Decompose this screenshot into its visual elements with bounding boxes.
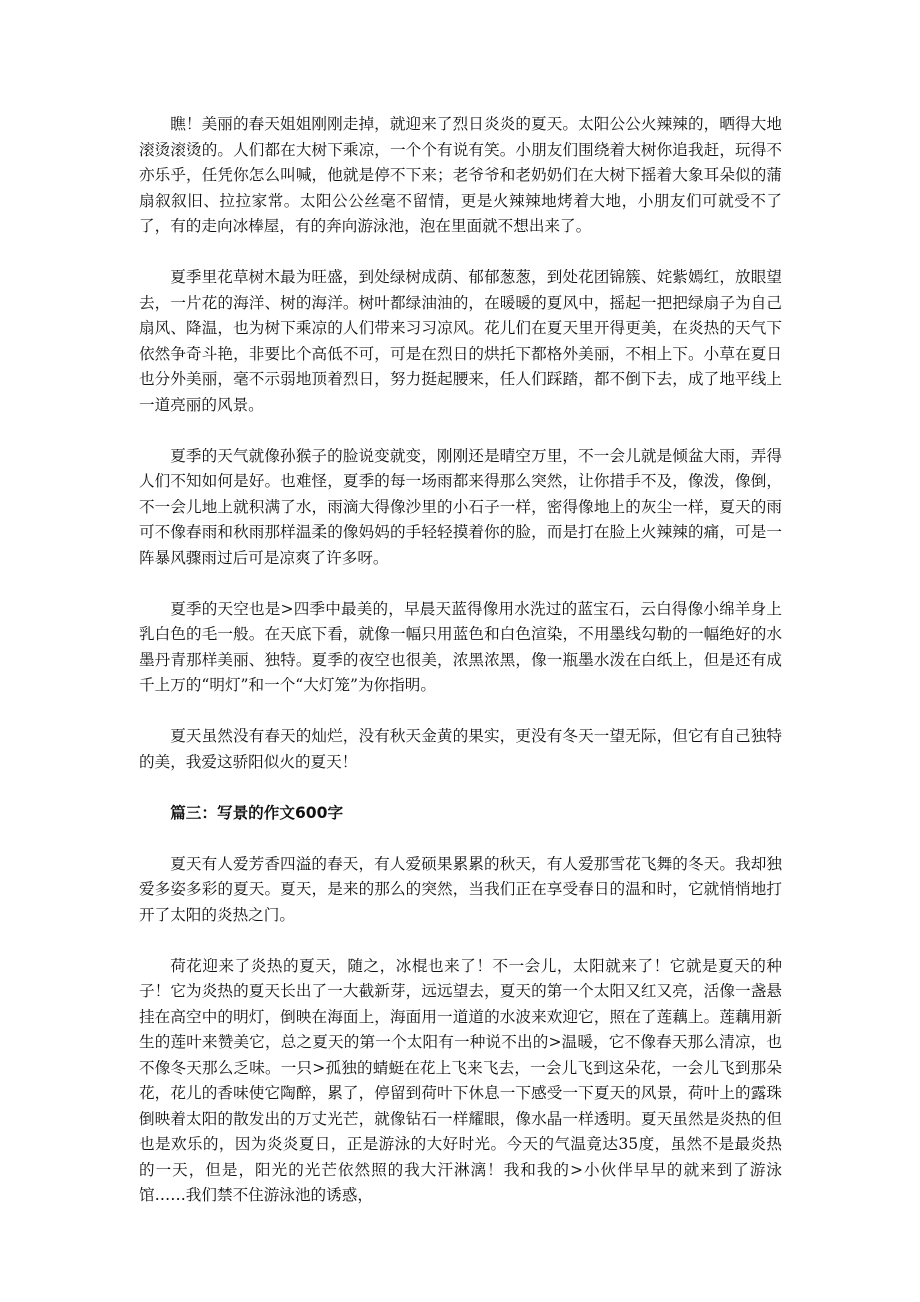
paragraph-summer-sky: 夏季的天空也是>四季中最美的，早晨天蓝得像用水洗过的蓝宝石，云白得像小绵羊身上乳白色的毛一般。在天底下看，就像一幅只用蓝色和白色渲染，不用墨线勾勒的一幅绝好的水墨丹青那样美丽、独特。夏季的夜空也很美，浓黑浓黑，像一瓶墨水泼在白纸上，但是还有成千上万的“明灯”和一个“大灯笼”为你指明。 — [139, 599, 782, 694]
paragraph-summer-weather: 夏季的天气就像孙猴子的脸说变就变，刚刚还是晴空万里，不一会儿就是倾盆大雨，弄得人们不知如何是好。也难怪，夏季的每一场雨都来得那么突然，让你措手不及，像泼，像倒，不一会儿地上就积满了水，雨滴大得像沙里的小石子一样，密得像地上的灰尘一样，夏天的雨可不像春雨和秋雨那样温柔的像妈妈的手轻轻摸着你的脸，而是打在脸上火辣辣的痛，可是一阵暴风骤雨过后可是凉爽了许多呀。 — [139, 446, 782, 567]
paragraph-summer-conclusion: 夏天虽然没有春天的灿烂，没有秋天金黄的果实，更没有冬天一望无际，但它有自己独特的美，我爱这骄阳似火的夏天！ — [139, 727, 782, 771]
paragraph-summer-plants: 夏季里花草树木最为旺盛，到处绿树成荫、郁郁葱葱，到处花团锦簇、姹紫嫣红，放眼望去，一片花的海洋、树的海洋。树叶都绿油油的，在暖暖的夏风中，摇起一把把绿扇子为自己扇风、降温，也为树下乘凉的人们带来习习凉风。花儿们在夏天里开得更美，在炎热的天气下依然争奇斗艳，非要比个高低不可，可是在烈日的烘托下都格外美丽，不相上下。小草在夏日也分外美丽，毫不示弱地顶着烈日，努力挺起腰来，任人们踩踏，都不倒下去，成了地平线上一道亮丽的风景。 — [139, 268, 782, 414]
paragraph-essay-lotus: 荷花迎来了炎热的夏天，随之，冰棍也来了！不一会儿，太阳就来了！它就是夏天的种子！它为炎热的夏天长出了一大截新芽，远远望去，夏天的第一个太阳又红又亮，活像一盏悬挂在高空中的明灯，倒映在海面上，海面用一道道的水波来欢迎它，照在了莲藕上。莲藕用新生的莲叶来赞美它，总之夏天的第一个太阳有一种说不出的>温暖，它不像春天那么清凉，也不像冬天那么乏味。一只>孤独的蜻蜓在花上飞来飞去，一会儿飞到这朵花，一会儿飞到那朵花，花儿的香味使它陶醉，累了，停留到荷叶下休息一下感受一下夏天的风景，荷叶上的露珠倒映着太阳的散发出的万丈光芒，就像钻石一样耀眼，像水晶一样透明。夏天虽然是炎热的但也是欢乐的，因为炎炎夏日，正是游泳的大好时光。今天的气温竟达35度，虽然不是最炎热的一天，但是，阳光的光芒依然照的我大汗淋漓！我和我的>小伙伴早早的就来到了游泳馆……我们禁不住游泳池的诱惑， — [139, 956, 782, 1204]
paragraph-essay-intro: 夏天有人爱芳香四溢的春天，有人爱硕果累累的秋天，有人爱那雪花飞舞的冬天。我却独爱多姿多彩的夏天。夏天，是来的那么的突然，当我们正在享受春日的温和时，它就悄悄地打开了太阳的炎热之门。 — [139, 854, 782, 924]
section-heading: 篇三：写景的作文600字 — [170, 803, 344, 822]
paragraph-summer-intro: 瞧！美丽的春天姐姐刚刚走掉，就迎来了烈日炎炎的夏天。太阳公公火辣辣的，晒得大地滚烫滚烫的。人们都在大树下乘凉，一个个有说有笑。小朋友们围绕着大树你追我赶，玩得不亦乐乎，任凭你怎么叫喊，他就是停不下来；老爷爷和老奶奶们在大树下摇着大象耳朵似的蒲扇叙叙旧、拉拉家常。太阳公公丝毫不留情，更是火辣辣地烤着大地，小朋友们可就受不了了，有的走向冰棒屋，有的奔向游泳池，泡在里面就不想出来了。 — [139, 115, 782, 235]
document-page — [139, 112, 782, 1234]
